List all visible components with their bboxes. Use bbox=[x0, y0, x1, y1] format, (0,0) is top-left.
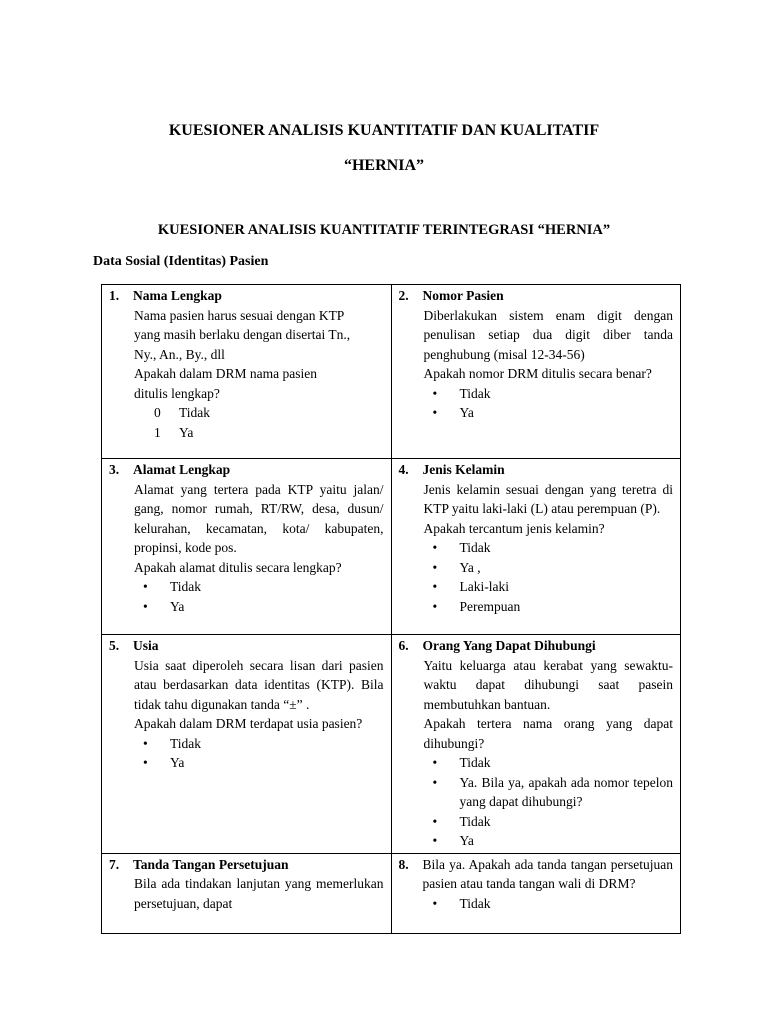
answer-option: • Ya bbox=[424, 831, 674, 851]
question-cell-1 bbox=[102, 285, 392, 459]
answer-option: • Tidak bbox=[134, 577, 384, 597]
question-description: Jenis kelamin sesuai dengan yang teretra di KTP yaitu laki-laki (L) atau perempuan (P). bbox=[423, 481, 673, 516]
question-prompt: Bila ya. Apakah ada tanda tangan persetujuan pasien atau tanda tangan wali di DRM? bbox=[422, 856, 673, 891]
document-subtitle: “HERNIA” bbox=[343, 157, 424, 174]
question-heading: Jenis Kelamin bbox=[422, 462, 505, 477]
table-row bbox=[102, 853, 681, 933]
question-heading: Nomor Pasien bbox=[422, 288, 504, 303]
question-text-line: Apakah dalam DRM nama pasien bbox=[134, 366, 317, 381]
answer-option: • Tidak bbox=[424, 812, 674, 832]
table-row bbox=[102, 285, 681, 459]
question-number: 4. bbox=[398, 462, 409, 477]
question-heading: Orang Yang Dapat Dihubungi bbox=[422, 638, 596, 653]
section-heading: Data Sosial (Identitas) Pasien bbox=[93, 254, 269, 269]
question-description: Alamat yang tertera pada KTP yaitu jalan/ gang, nomor rumah, RT/RW, desa, dusun/ kelurahan, kecamatan, kota/ kabupaten, propinsi, kode pos. bbox=[134, 481, 384, 555]
answer-option: • Tidak bbox=[424, 894, 674, 914]
question-text-line: Nama pasien harus sesuai dengan KTP bbox=[134, 307, 345, 323]
answer-option: • Tidak bbox=[424, 753, 674, 773]
question-text-line: ditulis lengkap? bbox=[134, 385, 220, 401]
question-cell-7 bbox=[102, 853, 392, 933]
question-description: Diberlakukan sistem enam digit dengan penulisan setiap dua digit diber tanda penghubung (misal 12-34-56) bbox=[423, 307, 673, 362]
question-prompt: Apakah tercantum jenis kelamin? bbox=[423, 520, 605, 536]
question-prompt: Apakah nomor DRM ditulis secara benar? bbox=[423, 366, 652, 381]
question-number: 8. bbox=[398, 856, 409, 872]
question-description: Bila ada tindakan lanjutan yang memerlukan persetujuan, dapat bbox=[134, 876, 384, 911]
question-cell-8 bbox=[391, 853, 681, 933]
question-number: 1. bbox=[109, 288, 120, 303]
question-cell-2 bbox=[391, 285, 681, 459]
answer-option: • Ya , bbox=[424, 558, 674, 578]
answer-option: • Ya bbox=[134, 597, 384, 617]
table-row bbox=[102, 635, 681, 854]
answer-option: • Ya bbox=[134, 753, 384, 773]
answer-option: • Tidak bbox=[134, 734, 384, 754]
question-cell-5 bbox=[102, 635, 392, 854]
question-cell-6 bbox=[391, 635, 681, 854]
question-cell-4 bbox=[391, 459, 681, 635]
question-number: 7. bbox=[109, 856, 120, 872]
answer-option: • Perempuan bbox=[424, 597, 674, 617]
answer-list bbox=[109, 734, 384, 773]
question-description: Usia saat diperoleh secara lisan dari pasien atau berdasarkan data identitas (KTP). Bila tidak tahu digunakan tanda “±” . bbox=[134, 657, 384, 712]
answer-list bbox=[399, 894, 674, 914]
answer-list bbox=[109, 577, 384, 616]
question-number: 6. bbox=[398, 638, 409, 653]
answer-list bbox=[399, 753, 674, 851]
question-prompt: Apakah alamat ditulis secara lengkap? bbox=[134, 559, 342, 575]
questionnaire-table bbox=[101, 284, 681, 934]
table-row bbox=[102, 459, 681, 635]
question-number: 3. bbox=[109, 462, 120, 477]
question-text-line: Ny., An., By., dll bbox=[134, 346, 225, 362]
question-text-line: yang masih berlaku dengan disertai Tn., bbox=[134, 327, 351, 342]
question-cell-3 bbox=[102, 459, 392, 635]
question-heading: Alamat Lengkap bbox=[133, 462, 231, 477]
question-heading: Usia bbox=[133, 638, 159, 653]
answer-option: 0 Tidak bbox=[154, 405, 211, 420]
document-title: KUESIONER ANALISIS KUANTITATIF DAN KUALITATIF bbox=[168, 122, 600, 139]
question-heading: Tanda Tangan Persetujuan bbox=[133, 856, 289, 872]
question-description: Yaitu keluarga atau kerabat yang sewaktu-waktu dapat dihubungi saat pasein membutuhkan bantuan. bbox=[423, 657, 673, 712]
answer-option: • Tidak bbox=[424, 384, 674, 404]
answer-option: • Ya. Bila ya, apakah ada nomor tepelon yang dapat dihubungi? bbox=[424, 773, 674, 812]
question-heading: Nama Lengkap bbox=[133, 288, 222, 303]
answer-list bbox=[399, 538, 674, 616]
question-prompt: Apakah dalam DRM terdapat usia pasien? bbox=[134, 716, 363, 731]
question-number: 2. bbox=[398, 288, 409, 303]
answer-option: 1 Ya bbox=[154, 424, 194, 440]
section-title: KUESIONER ANALISIS KUANTITATIF TERINTEGRASI “HERNIA” bbox=[157, 222, 611, 238]
answer-option: • Tidak bbox=[424, 538, 674, 558]
answer-list bbox=[399, 384, 674, 423]
answer-option: • Ya bbox=[424, 403, 674, 423]
question-prompt: Apakah tertera nama orang yang dapat dihubungi? bbox=[423, 716, 673, 751]
question-number: 5. bbox=[109, 638, 120, 653]
answer-option: • Laki-laki bbox=[424, 577, 674, 597]
